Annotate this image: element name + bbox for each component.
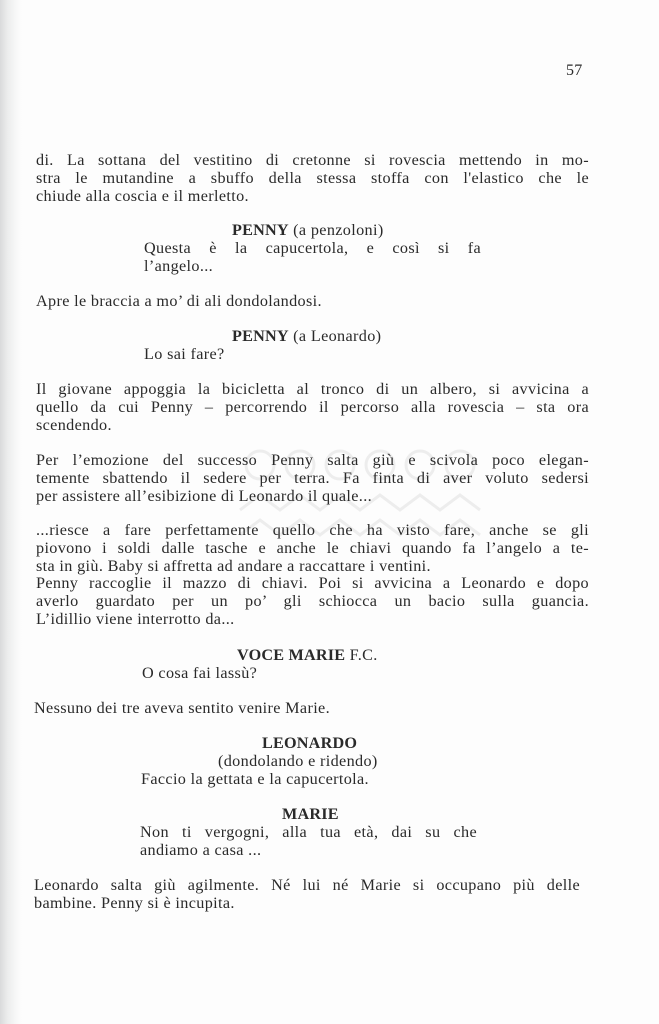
character-name: LEONARDO	[262, 734, 358, 752]
dialogue-line: Questa è la capucertola, e così si fa	[144, 239, 481, 257]
page-number: 57	[566, 62, 583, 79]
character-name: MARIE	[282, 805, 339, 823]
character-name: PENNY	[232, 327, 289, 345]
paragraph-line: per assistere all’esibizione di Leonardo il quale...	[36, 487, 372, 505]
character-cue	[232, 327, 381, 345]
dialogue-line: Faccio la gettata e la capucertola.	[141, 770, 369, 788]
paragraph-line: bambine. Penny si è incupita.	[34, 894, 235, 912]
stage-direction: (a penzoloni)	[293, 221, 384, 239]
dialogue-line: andiamo a casa ...	[140, 841, 262, 859]
stage-direction-paragraph: Apre le braccia a mo’ di ali dondolandosi.	[36, 292, 322, 310]
paragraph-line: Leonardo salta giù agilmente. Né lui né Marie si occupano più delle	[34, 876, 580, 894]
paragraph-line: ...riesce a fare perfettamente quello che ha visto fare, anche se gli	[36, 521, 589, 539]
character-cue	[232, 221, 384, 239]
paragraph-line: stra le mutandine a sbuffo della stessa stoffa con l'elastico che le	[36, 169, 589, 187]
character-cue	[262, 734, 357, 752]
stage-direction-paragraph: Nessuno dei tre aveva sentito venire Marie.	[34, 699, 330, 717]
dialogue-line: O cosa fai lassù?	[142, 664, 258, 682]
paragraph-line: averlo guardato per un po’ gli schiocca un bacio sulla guancia.	[36, 592, 589, 610]
paragraph-line: di. La sottana del vestitino di cretonne si rovescia mettendo in mo-	[36, 151, 589, 169]
paragraph-line: Per l’emozione del successo Penny salta giù e scivola poco elegan-	[36, 451, 589, 469]
dialogue-line: l’angelo...	[144, 257, 214, 275]
paragraph-line: scendendo.	[36, 416, 112, 434]
paragraph-line: piovono i soldi dalle tasche e anche le chiavi quando fa l’angelo a te-	[36, 539, 589, 557]
paragraph-line: chiude alla coscia e il merletto.	[36, 187, 249, 205]
stage-direction: (dondolando e ridendo)	[218, 752, 378, 770]
character-name: PENNY	[232, 221, 289, 239]
paragraph-line: L’idillio viene interrotto da...	[36, 610, 235, 628]
stage-direction: (a Leonardo)	[293, 327, 382, 345]
character-name: VOCE MARIE	[237, 646, 346, 664]
paragraph-line: temente sbattendo il sedere per terra. Fa finta di aver voluto sedersi	[36, 469, 589, 487]
page-gutter-shadow	[0, 0, 22, 1024]
dialogue-line: Lo sai fare?	[144, 345, 225, 363]
character-cue	[282, 805, 339, 823]
stage-direction: F.C.	[349, 646, 378, 664]
dialogue-line: Non ti vergogni, alla tua età, dai su che	[140, 823, 477, 841]
paragraph-line: Penny raccoglie il mazzo di chiavi. Poi si avvicina a Leonardo e dopo	[36, 574, 589, 592]
paragraph-line: sta in giù. Baby si affretta ad andare a raccattare i ventini.	[36, 557, 431, 575]
paragraph-line: Il giovane appoggia la bicicletta al tronco di un albero, si avvicina a	[36, 380, 589, 398]
paragraph-line: quello da cui Penny – percorrendo il percorso alla rovescia – sta ora	[36, 398, 589, 416]
character-cue	[237, 646, 378, 664]
